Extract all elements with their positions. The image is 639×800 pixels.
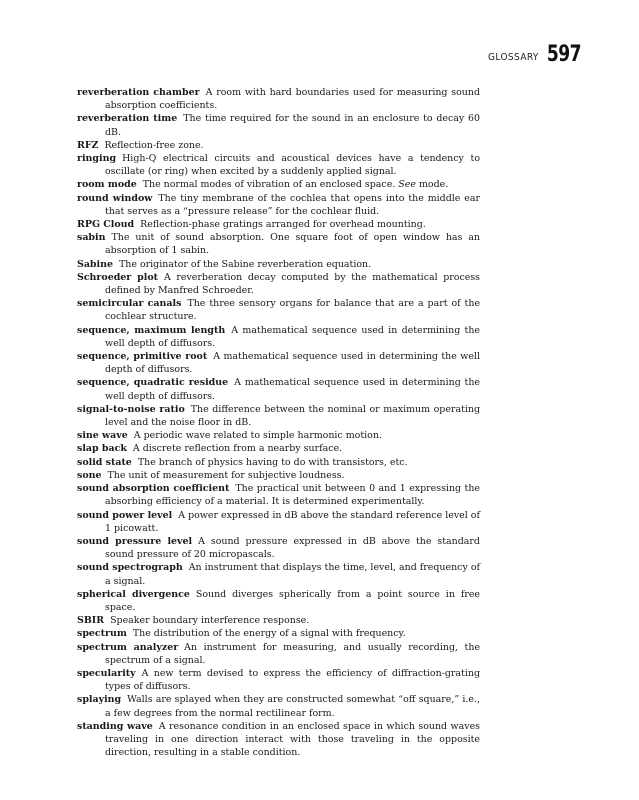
see-reference: See bbox=[398, 179, 416, 191]
glossary-definition: The originator of the Sabine reverberation equation. bbox=[118, 258, 372, 270]
glossary-term: SBIR bbox=[77, 615, 105, 627]
glossary-entry bbox=[77, 482, 480, 508]
glossary-term: specularity bbox=[77, 667, 136, 679]
glossary-term: splaying bbox=[77, 694, 122, 706]
section-title: GLOSSARY bbox=[488, 52, 539, 63]
glossary-term: spherical divergence bbox=[77, 588, 190, 600]
glossary-entry bbox=[77, 139, 480, 152]
glossary-definition: A resonance condition in an enclosed space in which sound waves traveling in one direction interact with those traveling in the opposite direction, resulting in a stable condition. bbox=[105, 720, 480, 759]
glossary-term: sound pressure level bbox=[77, 535, 193, 547]
page-number: 597 bbox=[546, 41, 581, 67]
glossary-term: ringing bbox=[77, 153, 117, 165]
glossary-entry bbox=[77, 641, 480, 667]
glossary-definition: A new term devised to express the efficiency of diffraction-grating types of diffusors. bbox=[105, 667, 480, 693]
glossary-term: sound power level bbox=[77, 509, 173, 521]
glossary-definition: A reverberation decay computed by the mathematical process defined by Manfred Schroeder. bbox=[105, 271, 480, 297]
glossary-entry bbox=[77, 350, 480, 376]
glossary-definition: Walls are splayed when they are constructed somewhat “off square,” i.e., a few degrees from the normal rectilinear form. bbox=[105, 694, 480, 719]
glossary-entry bbox=[77, 376, 480, 402]
glossary-entry bbox=[77, 192, 480, 218]
glossary-entry bbox=[77, 429, 480, 442]
glossary-definition bbox=[143, 179, 448, 190]
glossary-entry bbox=[77, 178, 480, 191]
glossary-term: sequence, primitive root bbox=[77, 351, 208, 363]
glossary-term: RFZ bbox=[77, 139, 99, 151]
glossary-entry bbox=[77, 297, 480, 323]
glossary-definition: A periodic wave related to simple harmonic motion. bbox=[133, 430, 382, 442]
definition-text: The normal modes of vibration of an enclosed space. bbox=[142, 179, 396, 191]
glossary-definition: The difference between the nominal or maximum operating level and the noise floor in dB. bbox=[105, 403, 481, 429]
glossary-entry bbox=[77, 403, 480, 429]
glossary-entry bbox=[77, 442, 480, 455]
glossary-definition: The three sensory organs for balance that are a part of the cochlear structure. bbox=[105, 298, 481, 323]
glossary-definition: A discrete reflection from a nearby surface. bbox=[132, 443, 343, 455]
glossary-definition: The unit of sound absorption. One square foot of open window has an absorption of 1 sabin. bbox=[105, 232, 480, 257]
glossary-entry bbox=[77, 535, 480, 561]
glossary-entry bbox=[77, 231, 480, 257]
see-target: mode. bbox=[418, 179, 449, 191]
glossary-definition: Speaker boundary interference response. bbox=[110, 615, 310, 627]
glossary-term: spectrum bbox=[77, 628, 127, 640]
glossary-term: room mode bbox=[77, 179, 137, 191]
glossary-definition: The time required for the sound in an enclosure to decay 60 dB. bbox=[105, 113, 480, 138]
glossary-term: reverberation time bbox=[77, 113, 178, 125]
glossary-definition: The unit of measurement for subjective loudness. bbox=[107, 469, 345, 481]
glossary-term: RPG Cloud bbox=[77, 219, 135, 231]
glossary-entry bbox=[77, 693, 480, 719]
glossary-entry bbox=[77, 112, 480, 138]
glossary-entry bbox=[77, 271, 480, 297]
glossary-definition: A mathematical sequence used in determining the well depth of diffusors. bbox=[105, 324, 481, 349]
glossary-term: sabin bbox=[77, 232, 106, 244]
glossary-definition: A room with hard boundaries used for measuring sound absorption coefficients. bbox=[105, 87, 480, 112]
glossary-term: sine wave bbox=[77, 430, 128, 442]
glossary-definition: The tiny membrane of the cochlea that opens into the middle ear that serves as a “pressure release” for the cochlear fluid. bbox=[105, 192, 480, 217]
glossary-entry bbox=[77, 152, 480, 178]
glossary-entry bbox=[77, 218, 480, 231]
glossary-definition: An instrument for measuring, and usually recording, the spectrum of a signal. bbox=[105, 641, 480, 666]
glossary-definition: A mathematical sequence used in determining the well depth of diffusors. bbox=[105, 377, 481, 402]
glossary-term: signal-to-noise ratio bbox=[77, 403, 185, 415]
glossary-term: sequence, maximum length bbox=[77, 324, 226, 336]
glossary-term: spectrum analyzer bbox=[77, 641, 179, 653]
glossary-term: sound absorption coefficient bbox=[77, 483, 230, 495]
glossary-term: reverberation chamber bbox=[77, 87, 200, 98]
glossary-definition: A mathematical sequence used in determining the well depth of diffusors. bbox=[105, 351, 480, 376]
glossary-entry bbox=[77, 614, 480, 627]
glossary-entry bbox=[77, 258, 480, 271]
glossary-entry bbox=[77, 720, 480, 760]
glossary-entry bbox=[77, 469, 480, 482]
glossary-entry bbox=[77, 667, 480, 693]
glossary-entry bbox=[77, 509, 480, 535]
glossary-entry bbox=[77, 86, 480, 112]
glossary-term: round window bbox=[77, 192, 153, 204]
glossary-entry bbox=[77, 324, 480, 350]
glossary-definition: Sound diverges spherically from a point source in free space. bbox=[105, 588, 480, 613]
running-head bbox=[488, 43, 581, 65]
glossary-entry bbox=[77, 561, 480, 587]
glossary-definition: An instrument that displays the time, level, and frequency of a signal. bbox=[105, 562, 480, 587]
glossary-entry bbox=[77, 588, 480, 614]
glossary-definition: The practical unit between 0 and 1 expressing the absorbing efficiency of a material. It is determined experimentally. bbox=[105, 483, 480, 508]
glossary-term: standing wave bbox=[77, 720, 153, 732]
glossary-term: sone bbox=[77, 469, 102, 481]
glossary-term: Sabine bbox=[77, 258, 113, 270]
glossary-entry bbox=[77, 456, 480, 469]
glossary-term: slap back bbox=[77, 443, 127, 455]
glossary-definition: The branch of physics having to do with transistors, etc. bbox=[137, 456, 408, 468]
glossary-definition: A sound pressure expressed in dB above the standard sound pressure of 20 micropascals. bbox=[105, 535, 480, 561]
glossary-definition: Reflection-phase gratings arranged for overhead mounting. bbox=[140, 219, 426, 231]
glossary-definition: Reflection-free zone. bbox=[104, 139, 204, 151]
glossary-definition: A power expressed in dB above the standard reference level of 1 picowatt. bbox=[105, 509, 480, 534]
glossary-definition: The distribution of the energy of a signal with frequency. bbox=[132, 628, 406, 640]
glossary-term: solid state bbox=[77, 456, 132, 468]
glossary-entry bbox=[77, 627, 480, 640]
glossary-list bbox=[77, 86, 480, 759]
glossary-term: sequence, quadratic residue bbox=[77, 377, 229, 389]
glossary-term: sound spectrograph bbox=[77, 562, 183, 574]
glossary-definition: High-Q electrical circuits and acoustical devices have a tendency to oscillate (or ring) when excited by a suddenly applied signal. bbox=[105, 153, 480, 178]
glossary-term: Schroeder plot bbox=[77, 271, 158, 283]
glossary-term: semicircular canals bbox=[77, 298, 182, 310]
